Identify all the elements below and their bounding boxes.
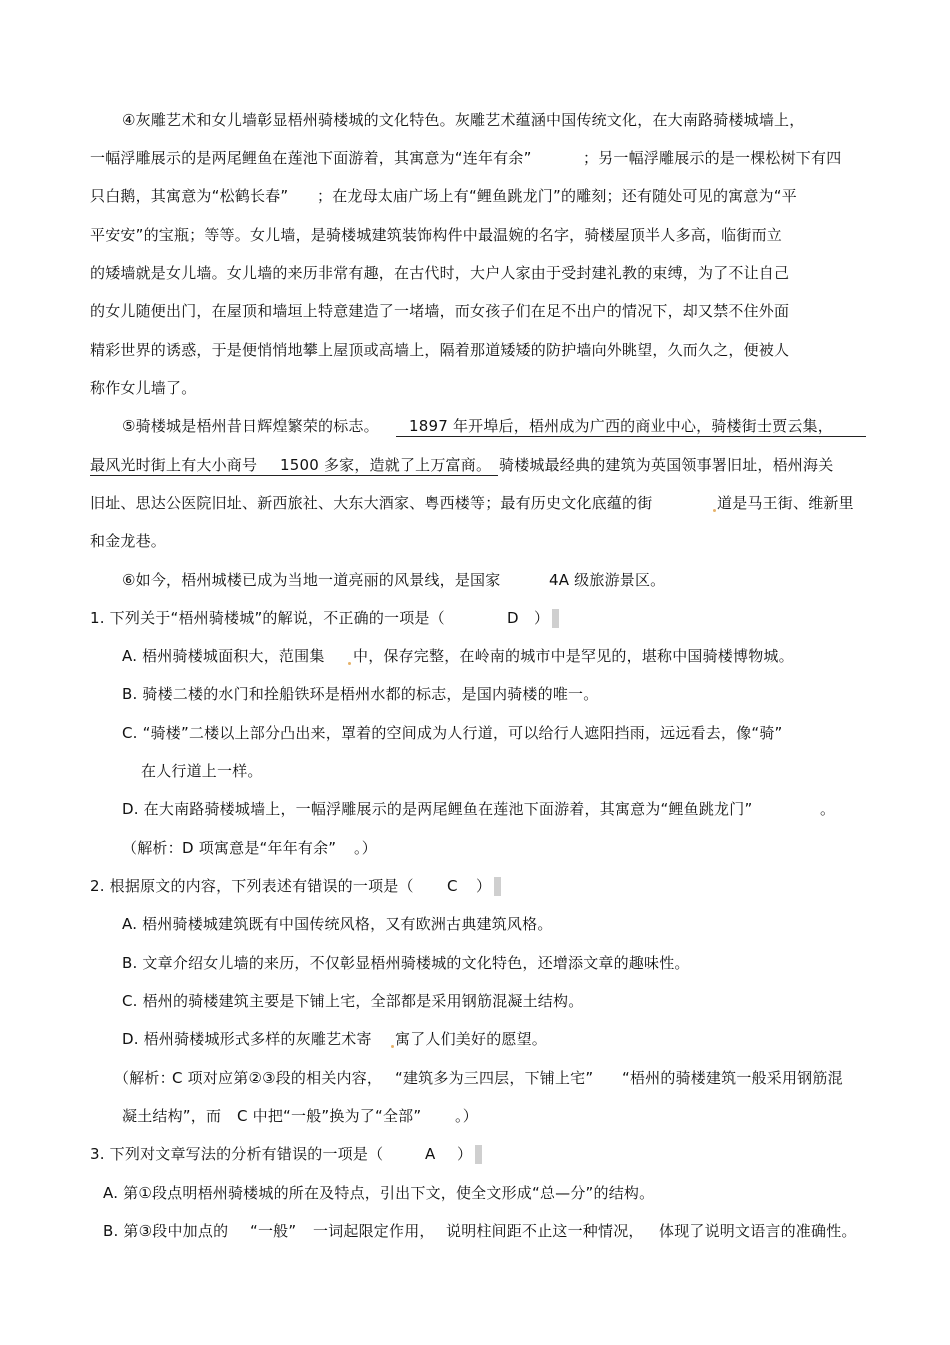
q3-option-b-4: 说明柱间距不止这一种情况，	[446, 1222, 644, 1240]
q3-option-b-1: B. 第③段中加点的	[103, 1222, 229, 1240]
paragraph6-line-a: ⑥如今，梧州城楼已成为当地一道亮丽的风景线，是国家	[122, 571, 501, 589]
q1-option-d-end: 。	[820, 800, 836, 818]
q1-option-c-1: C. “骑楼”二楼以上部分凸出来，罩着的空间成为人行道，可以给行人遮阳挡雨，远远看去，像“骑”	[122, 724, 783, 742]
q2-option-c: C. 梧州的骑楼建筑主要是下铺上宅，全部都是采用钢筋混凝土结构。	[122, 992, 584, 1010]
paragraph5-line-3a: 旧址、思达公医院旧址、新西旅社、大东大酒家、粤西楼等；最有历史文化底蕴的街	[90, 494, 653, 512]
answer-marker	[475, 1145, 482, 1164]
q2-answer: C	[447, 877, 458, 895]
paragraph4-line-2a: 一幅浮雕展示的是两尾鲤鱼在莲池下面游着，其寓意为“连年有余”	[90, 149, 532, 167]
q1-option-d: D. 在大南路骑楼城墙上，一幅浮雕展示的是两尾鲤鱼在莲池下面游着，其寓意为“鲤鱼跳龙门”	[122, 800, 753, 818]
q1-analysis-a: （解析：	[122, 839, 183, 857]
paragraph5-line-1a: ⑤骑楼城是梧州昔日辉煌繁荣的标志。	[122, 417, 379, 435]
paragraph5-line-3b: 道是马王街、维新里	[717, 494, 854, 512]
q2-option-a: A. 梧州骑楼城建筑既有中国传统风格，又有欧洲古典建筑风格。	[122, 915, 553, 933]
emphasis-dot	[348, 662, 351, 665]
paragraph4-line-3a: 只白鹅，其寓意为“松鹤长春”	[90, 187, 289, 205]
q1-answer: D	[507, 609, 519, 627]
q1-analysis-c: 。）	[354, 839, 377, 857]
paragraph4-line-7: 精彩世界的诱惑，于是便悄悄地攀上屋顶或高墙上，隔着那道矮矮的防护墙向外眺望，久而久之，便被人	[90, 341, 790, 359]
q1-option-a-1: A. 梧州骑楼城面积大，范围集	[122, 647, 325, 665]
paragraph4-line-8: 称作女儿墙了。	[90, 379, 197, 397]
paragraph4-line-5: 的矮墙就是女儿墙。女儿墙的来历非常有趣，在古代时，大户人家由于受封建礼教的束缚，为了不让自己	[90, 264, 790, 282]
q1-analysis-b: D 项寓意是“年年有余”	[182, 839, 337, 857]
q1-close: ）	[534, 609, 550, 627]
paragraph4-line-3b: ；在龙母太庙广场上有“鲤鱼跳龙门”的雕刻；还有随处可见的寓意为“平	[317, 187, 797, 205]
q3-option-b-2: “一般”	[250, 1222, 297, 1240]
q1-option-a-2: 中，保存完整，在岭南的城市中是罕见的，堪称中国骑楼博物城。	[353, 647, 794, 665]
q2-analysis-1d: “梧州的骑楼建筑一般采用钢筋混	[622, 1069, 843, 1087]
paragraph6-line-b: 4A 级旅游景区。	[549, 571, 666, 589]
q2-option-d-2: 寓了人们美好的愿望。	[395, 1030, 548, 1048]
q2-analysis-2a: 凝土结构”，而	[122, 1107, 222, 1125]
q1-option-c-2: 在人行道上一样。	[141, 762, 263, 780]
q3-close: ）	[457, 1145, 473, 1163]
q1-option-b: B. 骑楼二楼的水门和拴船铁环是梧州水都的标志，是国内骑楼的唯一。	[122, 685, 599, 703]
underline	[396, 436, 866, 437]
q3-option-a: A. 第①段点明梧州骑楼城的所在及特点，引出下文，使全文形成“总—分”的结构。	[103, 1184, 655, 1202]
q2-option-b: B. 文章介绍女儿墙的来历，不仅彰显梧州骑楼城的文化特色，还增添文章的趣味性。	[122, 954, 690, 972]
q2-stem: 2. 根据原文的内容，下列表述有错误的一项是（	[90, 877, 414, 895]
paragraph4-line-6: 的女儿随便出门，在屋顶和墙垣上特意建造了一堵墙，而女孩子们在足不出户的情况下，却又禁不住外面	[90, 302, 790, 320]
q2-analysis-2b: C 中把“一般”换为了“全部”	[237, 1107, 422, 1125]
paragraph4-line-1: ④灰雕艺术和女儿墙彰显梧州骑楼城的文化特色。灰雕艺术蕴涵中国传统文化，在大南路骑楼城墙上，	[122, 111, 805, 129]
q2-analysis-1b: C 项对应第②③段的相关内容，	[172, 1069, 383, 1087]
emphasis-dot	[713, 509, 716, 512]
paragraph4-line-4: 平安安”的宝瓶；等等。女儿墙，是骑楼城建筑装饰构件中最温婉的名字，骑楼屋顶半人多高，临街而立	[90, 226, 782, 244]
paragraph5-line-2c: 骑楼城最经典的建筑为英国领事署旧址，梧州海关	[499, 456, 834, 474]
paragraph4-line-2b: ；另一幅浮雕展示的是一棵松树下有四	[583, 149, 842, 167]
underline	[90, 475, 498, 476]
q2-close: ）	[476, 877, 492, 895]
q2-analysis-2c: 。）	[455, 1107, 478, 1125]
answer-marker	[552, 609, 559, 628]
q3-option-b-3: 一词起限定作用，	[313, 1222, 435, 1240]
paragraph5-line-2a: 最风光时街上有大小商号	[90, 456, 258, 474]
q2-analysis-1a: （解析：	[114, 1069, 175, 1087]
emphasis-dot	[391, 1045, 394, 1048]
paragraph5-line-2b: 1500 多家，造就了上万富商。	[280, 456, 492, 474]
q3-stem: 3. 下列对文章写法的分析有错误的一项是（	[90, 1145, 384, 1163]
q3-answer: A	[425, 1145, 436, 1163]
q3-option-b-5: 体现了说明文语言的准确性。	[659, 1222, 857, 1240]
paragraph5-line-1b: 1897 年开埠后，梧州成为广西的商业中心，骑楼街士贾云集，	[409, 417, 833, 435]
answer-marker	[494, 877, 501, 896]
paragraph5-line-4: 和金龙巷。	[90, 532, 167, 550]
q1-stem: 1. 下列关于“梧州骑楼城”的解说，不正确的一项是（	[90, 609, 445, 627]
q2-option-d-1: D. 梧州骑楼城形式多样的灰雕艺术寄	[122, 1030, 372, 1048]
q2-analysis-1c: “建筑多为三四层，下铺上宅”	[395, 1069, 594, 1087]
